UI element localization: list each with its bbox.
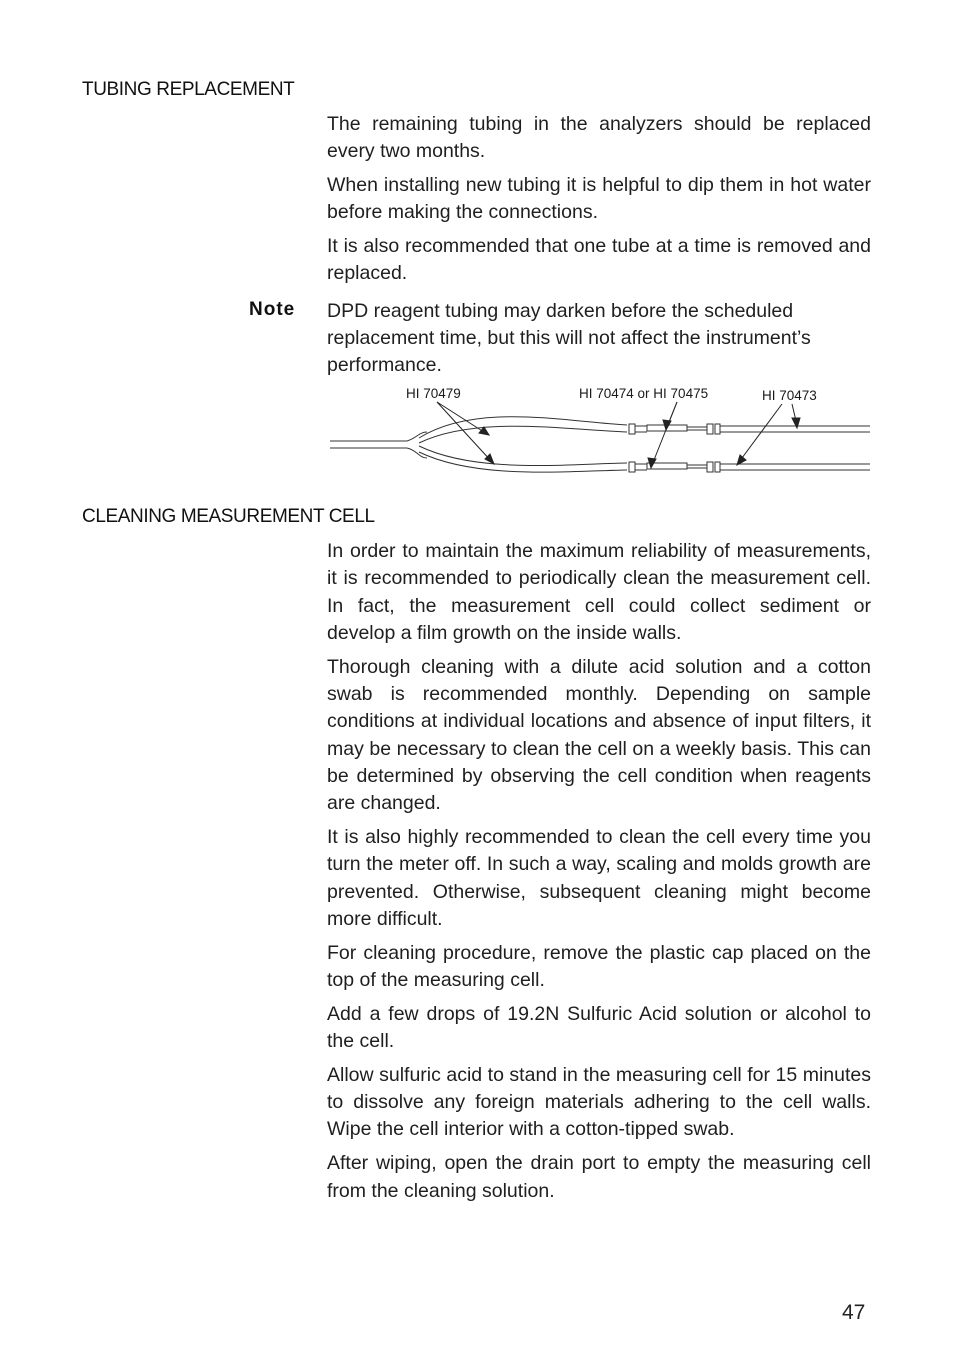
- tubing-paragraph: The remaining tubing in the analyzers should be replaced every two months.: [327, 113, 871, 163]
- tubing-paragraph: When installing new tubing it is helpful to dip them in hot water before making the connections.: [327, 174, 871, 224]
- label-hi70474-hi70475: HI 70474 or HI 70475: [579, 386, 709, 401]
- cleaning-paragraph: It is also highly recommended to clean the cell every time you turn the meter off. In such a way, scaling and molds growth are prevented. Otherwise, subsequent cleaning might become more difficult.: [327, 825, 871, 930]
- cleaning-paragraph: Thorough cleaning with a dilute acid solution and a cotton swab is recommended monthly. Depending on sample conditions at individual locations and absence of input filters, it may be necessary to clean the cell on a weekly basis. This can be determined by observing the cell condition when reagents are changed.: [327, 655, 871, 815]
- leader-arrows: [437, 402, 800, 468]
- label-hi70479: HI 70479: [406, 386, 461, 401]
- tubing-body: [327, 111, 871, 386]
- tubing-drawing: [330, 417, 870, 472]
- cleaning-paragraph: In order to maintain the maximum reliability of measurements, it is recommended to periodically clean the measurement cell. In fact, the measurement cell could collect sediment or develop a film growth on the inside walls.: [327, 540, 871, 644]
- cleaning-paragraph: Add a few drops of 19.2N Sulfuric Acid solution or alcohol to the cell.: [327, 1002, 871, 1053]
- cleaning-body: [327, 538, 871, 1211]
- cleaning-paragraph: After wiping, open the drain port to empty the measuring cell from the cleaning solution.: [327, 1152, 871, 1202]
- cleaning-paragraph: Allow sulfuric acid to stand in the measuring cell for 15 minutes to dissolve any foreign materials adhering to the cell walls. Wipe the cell interior with a cotton-tipped swab.: [327, 1063, 871, 1141]
- cleaning-paragraph: For cleaning procedure, remove the plastic cap placed on the top of the measuring cell.: [327, 941, 871, 991]
- cleaning-measurement-cell-heading: CLEANING MEASUREMENT CELL: [82, 506, 375, 527]
- label-hi70473: HI 70473: [762, 388, 817, 403]
- page-number: 47: [842, 1301, 866, 1324]
- tubing-diagram: [327, 380, 875, 480]
- note-text: DPD reagent tubing may darken before the scheduled replacement time, but this will not affect the instrument’s performance.: [327, 299, 811, 377]
- tubing-paragraph: It is also recommended that one tube at a time is removed and replaced.: [327, 235, 871, 285]
- note-label: Note: [249, 299, 296, 320]
- tubing-replacement-heading: TUBING REPLACEMENT: [82, 79, 295, 100]
